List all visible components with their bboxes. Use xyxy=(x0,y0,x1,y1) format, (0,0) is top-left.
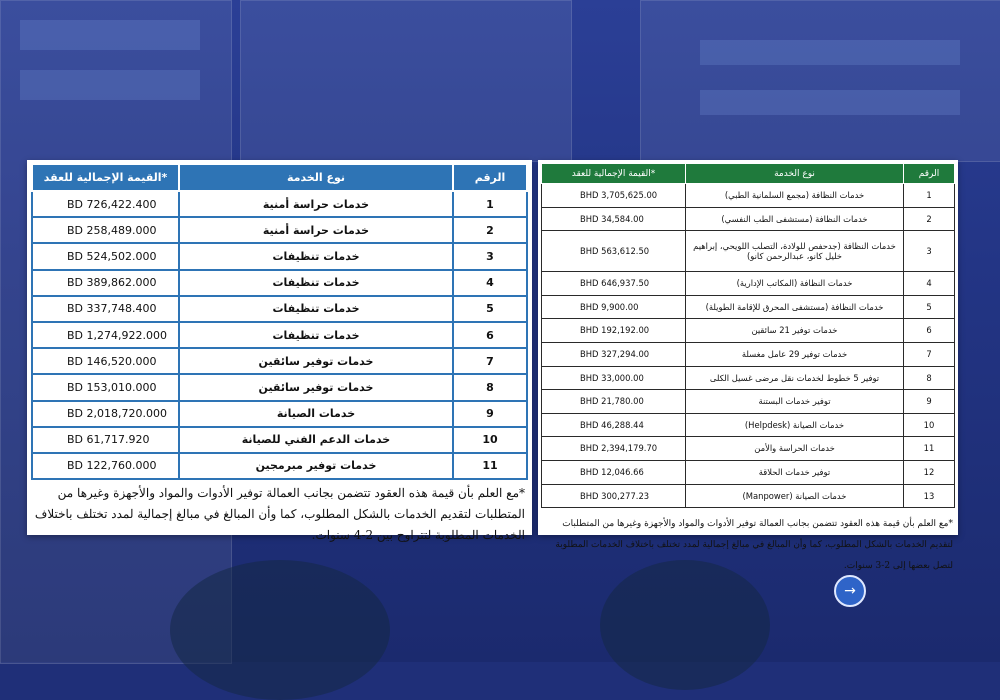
row-service: خدمات حراسة أمنية xyxy=(179,217,453,243)
row-service: خدمات النظافة (المكاتب الإدارية) xyxy=(686,272,904,296)
row-value: BD 524,502.000 xyxy=(32,243,179,269)
table-row xyxy=(542,437,955,461)
row-number: 6 xyxy=(904,319,955,343)
row-value: BHD 12,046.66 xyxy=(542,460,686,484)
table-row xyxy=(542,366,955,390)
row-number: 10 xyxy=(904,413,955,437)
table-row xyxy=(32,296,527,322)
row-number: 6 xyxy=(453,322,527,348)
row-number: 2 xyxy=(453,217,527,243)
row-number: 13 xyxy=(904,484,955,508)
table-header-row xyxy=(542,164,955,184)
facade-window xyxy=(700,40,960,65)
row-service: خدمات تنظيفات xyxy=(179,270,453,296)
row-service: خدمات الصيانة (Manpower) xyxy=(686,484,904,508)
row-value: BD 61,717.920 xyxy=(32,427,179,453)
row-value: BD 1,274,922.000 xyxy=(32,322,179,348)
table-row xyxy=(32,453,527,479)
row-value: BHD 192,192.00 xyxy=(542,319,686,343)
table-row xyxy=(542,207,955,231)
tree-right xyxy=(600,560,770,690)
row-value: BHD 327,294.00 xyxy=(542,342,686,366)
contracts-table-right xyxy=(541,163,955,508)
row-number: 4 xyxy=(453,270,527,296)
row-number: 10 xyxy=(453,427,527,453)
table-row xyxy=(32,348,527,374)
row-service: خدمات حراسة أمنية xyxy=(179,191,453,217)
row-service: خدمات الصيانة (Helpdesk) xyxy=(686,413,904,437)
row-service: خدمات توفير 21 سائقين xyxy=(686,319,904,343)
building-facade-right xyxy=(640,0,1000,162)
row-value: BD 337,748.400 xyxy=(32,296,179,322)
table-row xyxy=(542,484,955,508)
row-value: BHD 3,705,625.00 xyxy=(542,184,686,208)
header-service: نوع الخدمة xyxy=(179,164,453,191)
row-value: BHD 34,584.00 xyxy=(542,207,686,231)
row-number: 9 xyxy=(904,390,955,414)
row-service: خدمات توفير سائقين xyxy=(179,374,453,400)
row-value: BHD 646,937.50 xyxy=(542,272,686,296)
row-value: BHD 9,900.00 xyxy=(542,295,686,319)
row-service: خدمات النظافة (مستشفى الطب النفسي) xyxy=(686,207,904,231)
table-row xyxy=(32,374,527,400)
header-number: الرقم xyxy=(453,164,527,191)
row-service: خدمات تنظيفات xyxy=(179,243,453,269)
row-value: BHD 300,277.23 xyxy=(542,484,686,508)
row-number: 4 xyxy=(904,272,955,296)
contracts-card-left xyxy=(27,160,532,543)
row-value: BD 258,489.000 xyxy=(32,217,179,243)
table-row xyxy=(32,401,527,427)
row-service: خدمات تنظيفات xyxy=(179,322,453,348)
table-header-row xyxy=(32,164,527,191)
row-number: 7 xyxy=(904,342,955,366)
row-number: 8 xyxy=(904,366,955,390)
building-facade-center xyxy=(240,0,572,162)
row-value: BHD 563,612.50 xyxy=(542,231,686,272)
row-service: خدمات تنظيفات xyxy=(179,296,453,322)
row-service: خدمات توفير 29 عامل مغسلة xyxy=(686,342,904,366)
table-row xyxy=(32,191,527,217)
table-row xyxy=(542,295,955,319)
row-number: 3 xyxy=(904,231,955,272)
row-value: BHD 2,394,179.70 xyxy=(542,437,686,461)
row-number: 7 xyxy=(453,348,527,374)
row-value: BD 2,018,720.000 xyxy=(32,401,179,427)
row-value: BD 122,760.000 xyxy=(32,453,179,479)
tree-left xyxy=(170,560,390,700)
table-row xyxy=(542,342,955,366)
row-value: BHD 33,000.00 xyxy=(542,366,686,390)
row-service: توفير 5 خطوط لخدمات نقل مرضى غسيل الكلى xyxy=(686,366,904,390)
table-row xyxy=(32,243,527,269)
table-row xyxy=(32,427,527,453)
footnote-right: *مع العلم بأن قيمة هذه العقود تتضمن بجانب العمالة توفير الأدوات والمواد والأجهزة وغيرها من المتطلبات لتقديم الخدمات بالشكل المطلوب، كما وأن المبالغ في مبالغ إجمالية لمدد تختلف باختلاف الخدمات المطلوبة لتصل بعضها إلى 2-3 سنوات. xyxy=(555,519,953,571)
row-service: خدمات النظافة (جدحفص للولادة، التصلب اللويحي، إبراهيم خليل كانو، عبدالرحمن كانو) xyxy=(686,231,904,272)
row-value: BD 146,520.000 xyxy=(32,348,179,374)
road-sign-arrow-icon: → xyxy=(834,575,866,607)
row-service: خدمات توفير مبرمجين xyxy=(179,453,453,479)
row-number: 12 xyxy=(904,460,955,484)
row-number: 11 xyxy=(904,437,955,461)
facade-window xyxy=(20,70,200,100)
row-number: 8 xyxy=(453,374,527,400)
row-number: 5 xyxy=(904,295,955,319)
row-service: خدمات النظافة (مستشفى المحرق للإقامة الطويلة) xyxy=(686,295,904,319)
table-row xyxy=(32,217,527,243)
facade-window xyxy=(700,90,960,115)
row-service: توفير خدمات البستنة xyxy=(686,390,904,414)
row-service: خدمات النظافة (مجمع السلمانية الطبي) xyxy=(686,184,904,208)
row-service: خدمات الصيانة xyxy=(179,401,453,427)
table-row xyxy=(542,184,955,208)
table-row xyxy=(32,270,527,296)
row-value: BHD 46,288.44 xyxy=(542,413,686,437)
table-row xyxy=(542,413,955,437)
row-number: 1 xyxy=(904,184,955,208)
table-row xyxy=(542,231,955,272)
row-number: 1 xyxy=(453,191,527,217)
row-service: خدمات توفير سائقين xyxy=(179,348,453,374)
row-service: توفير خدمات الحلاقة xyxy=(686,460,904,484)
header-value: *القيمة الإجمالية للعقد xyxy=(32,164,179,191)
row-value: BD 153,010.000 xyxy=(32,374,179,400)
header-value: *القيمة الإجمالية للعقد xyxy=(542,164,686,184)
facade-window xyxy=(20,20,200,50)
row-number: 2 xyxy=(904,207,955,231)
row-number: 3 xyxy=(453,243,527,269)
table-row xyxy=(542,390,955,414)
header-service: نوع الخدمة xyxy=(686,164,904,184)
row-number: 11 xyxy=(453,453,527,479)
row-number: 9 xyxy=(453,401,527,427)
table-row xyxy=(542,460,955,484)
contracts-card-right xyxy=(538,160,958,571)
footnote-left: *مع العلم بأن قيمة هذه العقود تتضمن بجانب العمالة توفير الأدوات والمواد والأجهزة وغيرها من المتطلبات لتقديم الخدمات بالشكل المطلوب، كما وأن المبالغ في مبالغ إجمالية لمدد تختلف باختلاف الخدمات المطلوبة لتتراوح بين 2-4 سنوات. xyxy=(34,486,525,543)
contracts-table-left xyxy=(31,163,528,480)
table-row xyxy=(32,322,527,348)
row-value: BD 389,862.000 xyxy=(32,270,179,296)
row-value: BD 726,422.400 xyxy=(32,191,179,217)
table-row xyxy=(542,272,955,296)
header-number: الرقم xyxy=(904,164,955,184)
table-row xyxy=(542,319,955,343)
row-service: خدمات الدعم الفني للصيانة xyxy=(179,427,453,453)
row-service: خدمات الحراسة والأمن xyxy=(686,437,904,461)
row-value: BHD 21,780.00 xyxy=(542,390,686,414)
row-number: 5 xyxy=(453,296,527,322)
